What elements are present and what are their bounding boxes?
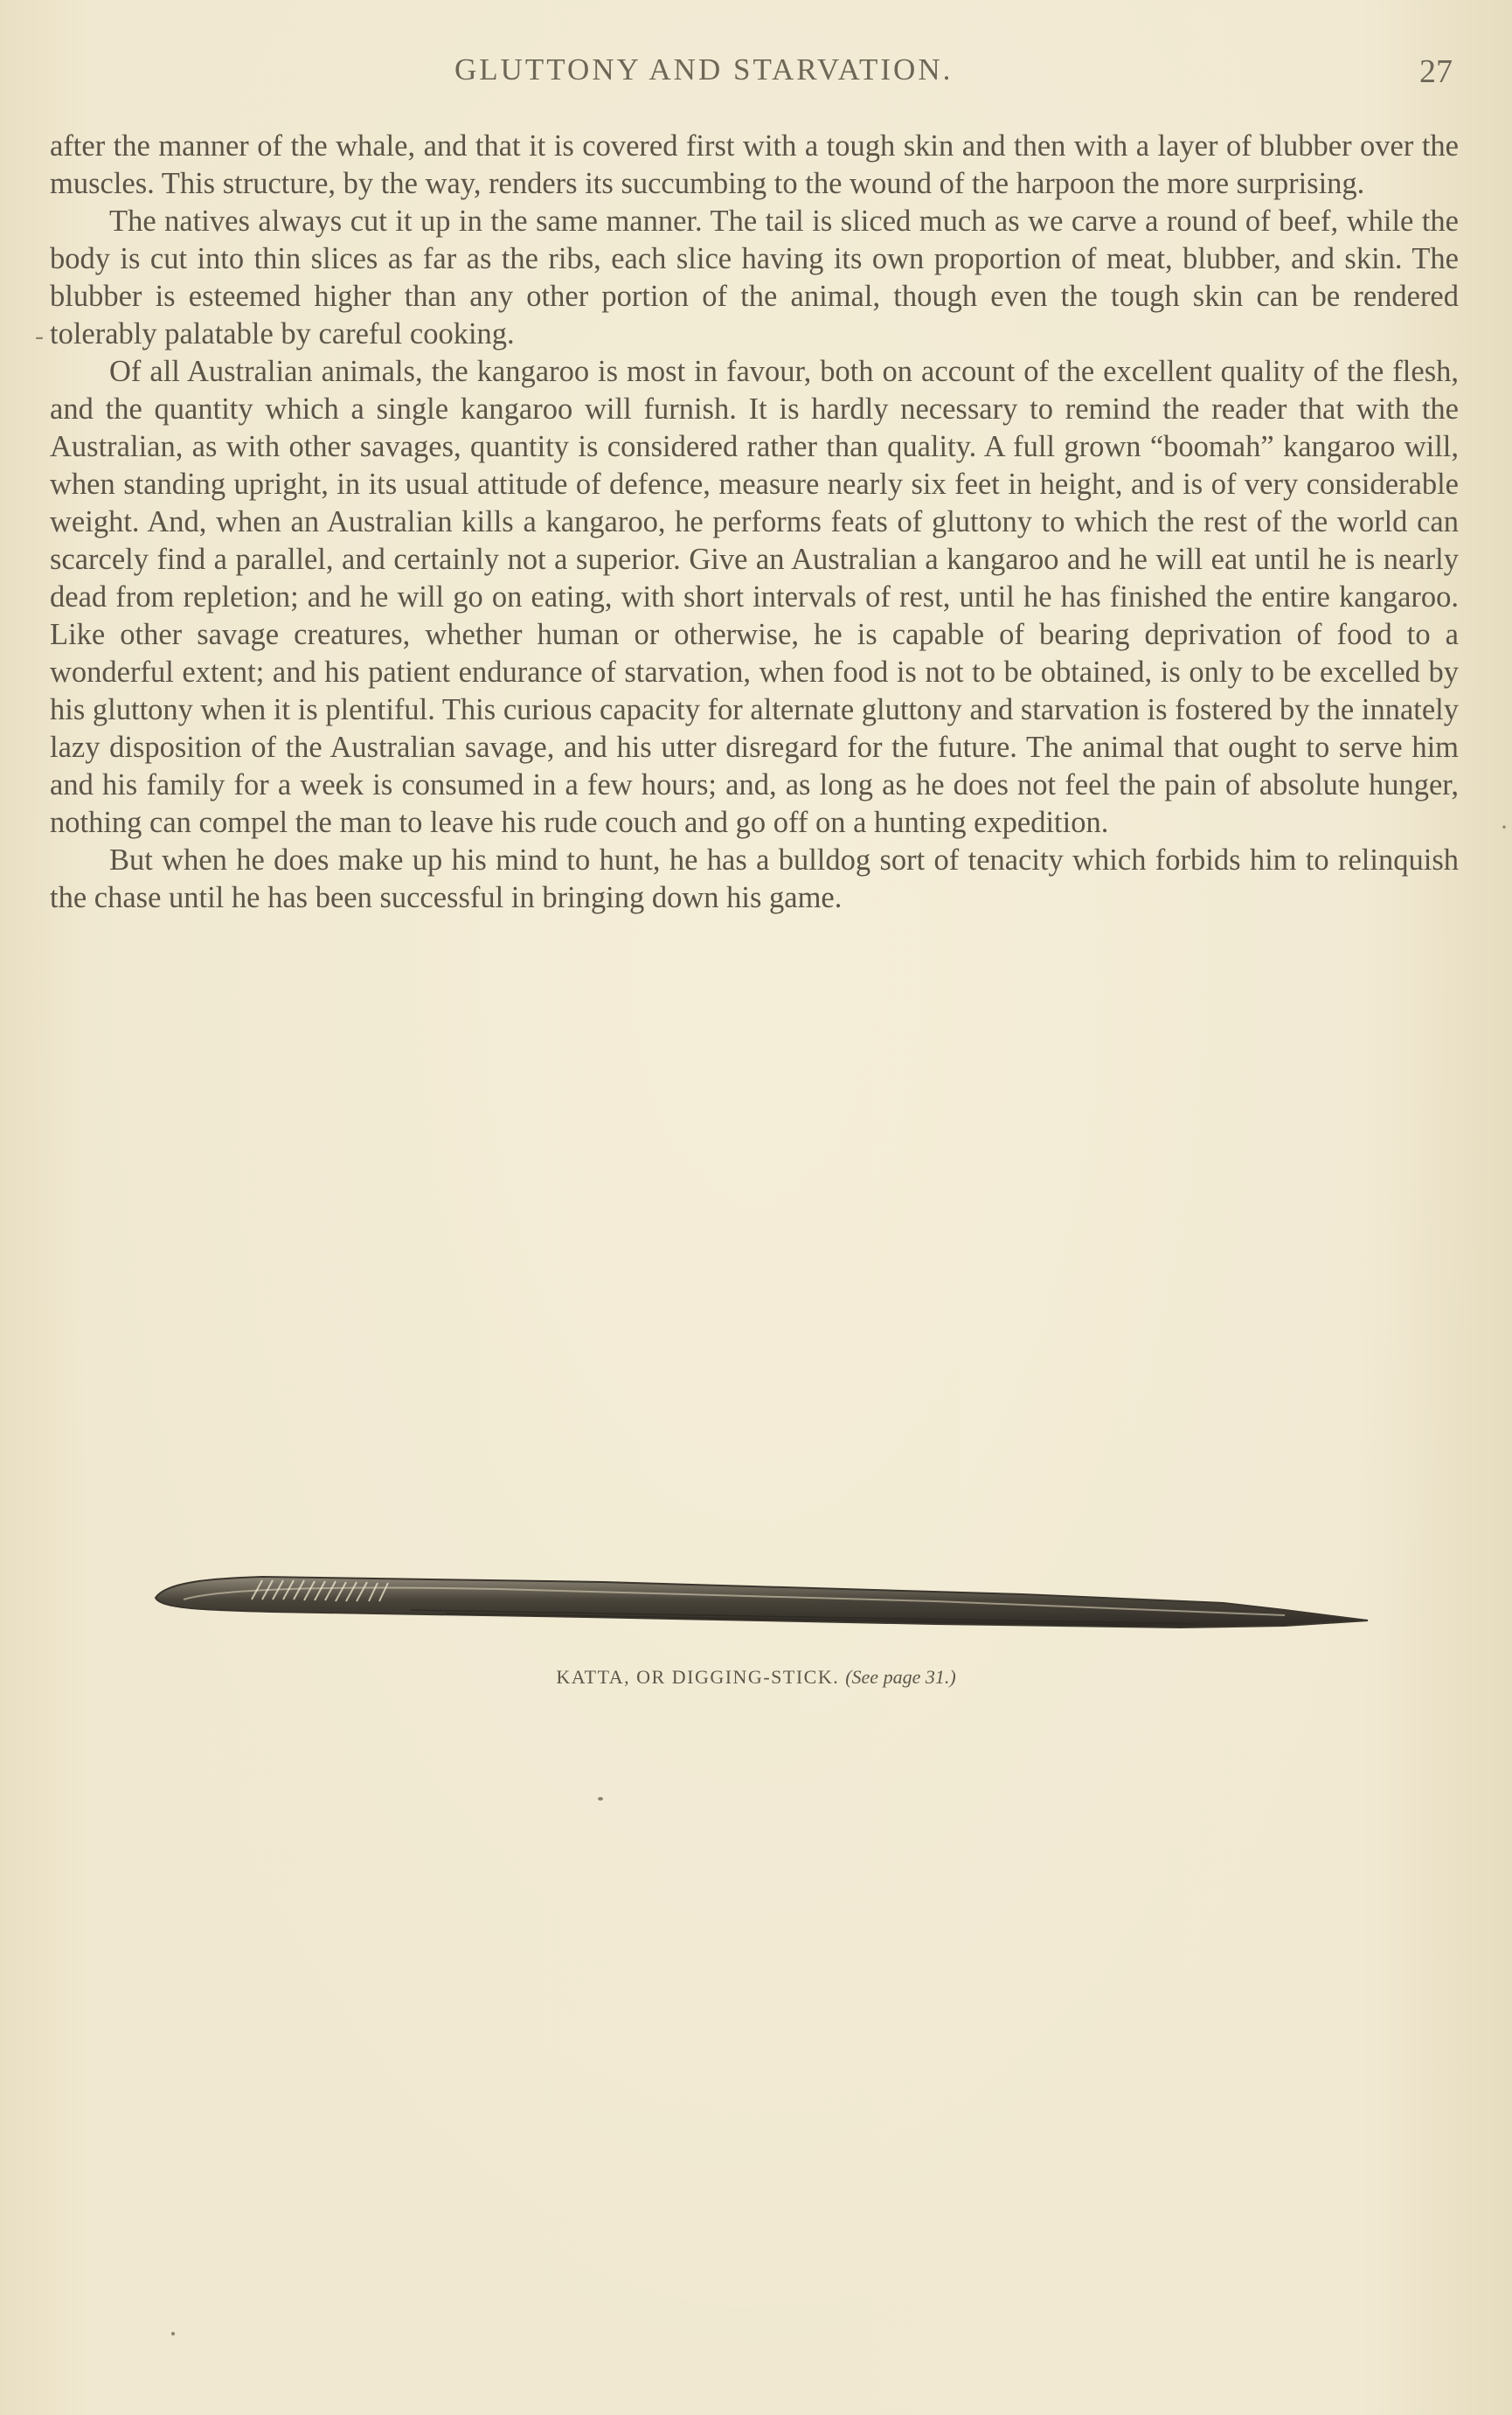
page-number: 27 [1419, 53, 1453, 90]
paragraph: But when he does make up his mind to hunt, he has a bulldog sort of tenacity which forbids him to relinquish the chase until he has been successful in bringing down his game. [50, 843, 1459, 914]
running-title: GLUTTONY AND STARVATION. [454, 52, 954, 87]
paragraph: after the manner of the whale, and that it is covered first with a tough skin and then with a layer of blubber over the muscles. This structure, by the way, renders its succumbing to the wound of the harpoon the more surprising. [50, 129, 1459, 200]
stick-body [156, 1577, 1368, 1627]
margin-dash-mark: - [35, 322, 44, 350]
paragraph: Of all Australian animals, the kangaroo is most in favour, both on account of the excellent quality of the flesh, and the quantity which a single kangaroo will furnish. It is hardly necessary to remind the reader that with the Australian, as with other savages, quantity is considered rather than quality. A full grown “boomah” kangaroo will, when standing upright, in its usual attitude of defence, measure nearly six feet in height, and is of very considerable weight. And, when an Australian kills a kangaroo, he performs feats of gluttony to which the rest of the world can scarcely find a parallel, and certainly not a superior. Give an Australian a kangaroo and he will eat until he is nearly dead from repletion; and he will go on eating, with short intervals of rest, until he has finished the entire kangaroo. Like other savage creatures, whether human or otherwise, he is capable of bearing deprivation of food to a wonderful extent; and his patient endurance of starvation, when food is not to be obtained, is only to be excelled by his gluttony when it is plentiful. This curious capacity for alternate gluttony and starvation is fostered by the innately lazy disposition of the Australian savage, and his utter disregard for the future. The animal that ought to serve him and his family for a week is consumed in a few hours; and, as long as he does not feel the pain of absolute hunger, nothing can compel the man to leave his rude couch and go off on a hunting expedition. [50, 355, 1459, 839]
caption-page-reference: (See page 31.) [845, 1666, 956, 1688]
caption-main: KATTA, OR DIGGING-STICK. [556, 1666, 840, 1688]
print-speck [598, 1797, 603, 1801]
paragraph: The natives always cut it up in the same manner. The tail is sliced much as we carve a round of beef, while the body is cut into thin slices as far as the ribs, each slice having its own proportion of meat, blubber, and skin. The blubber is esteemed higher than any other portion of the animal, though even the tough skin can be rendered tolerably palatable by careful cooking. [50, 205, 1459, 350]
body-text [50, 128, 1459, 917]
digging-stick-illustration [149, 1556, 1372, 1652]
digging-stick-engraving [149, 1556, 1372, 1652]
margin-tick-mark: · [1500, 813, 1509, 842]
figure-caption [0, 1666, 1512, 1689]
print-speck [171, 2332, 175, 2335]
running-head [0, 52, 1512, 105]
